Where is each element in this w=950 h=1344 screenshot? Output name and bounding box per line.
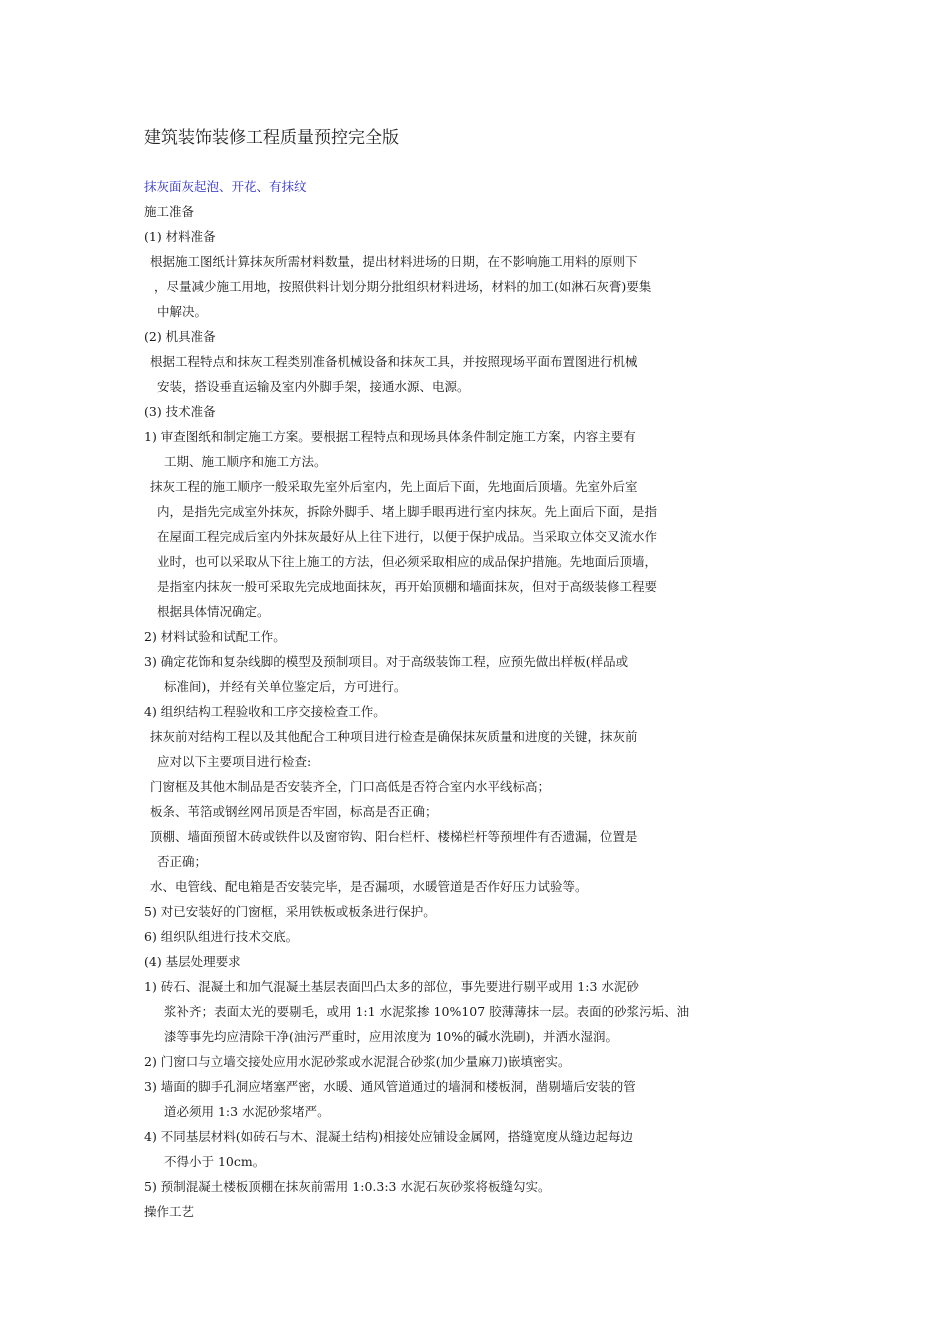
text-line: 否正确； bbox=[157, 854, 208, 869]
text-line: 根据工程特点和抹灰工程类别准备机械设备和抹灰工具，并按照现场平面布置图进行机械 bbox=[150, 354, 638, 369]
text-line: 在屋面工程完成后室内外抹灰最好从上往下进行，以便于保护成品。当采取立体交叉流水作 bbox=[157, 529, 658, 544]
list-item: 3) 墙面的脚手孔洞应堵塞严密，水暖、通风管道通过的墙洞和楼板洞，凿剔墙后安装的管 bbox=[144, 1079, 636, 1094]
text-line: 抹灰前对结构工程以及其他配合工种项目进行检查是确保抹灰质量和进度的关键，抹灰前 bbox=[150, 729, 638, 744]
text-line: 道必须用 1:3 水泥砂浆堵严。 bbox=[164, 1104, 330, 1119]
list-item: 4) 组织结构工程验收和工序交接检查工作。 bbox=[144, 704, 386, 719]
section-link[interactable]: 抹灰面灰起泡、开花、有抹纹 bbox=[144, 179, 307, 194]
list-item: 3) 确定花饰和复杂线脚的模型及预制项目。对于高级装饰工程，应预先做出样板(样品或 bbox=[144, 654, 629, 669]
list-item: 1) 审查图纸和制定施工方案。要根据工程特点和现场具体条件制定施工方案，内容主要有 bbox=[144, 429, 636, 444]
list-item: 5) 预制混凝土楼板顶棚在抹灰前需用 1:0.3:3 水泥石灰砂浆将板缝勾实。 bbox=[144, 1179, 551, 1194]
heading-construction-prep: 施工准备 bbox=[144, 204, 195, 219]
list-item: 1) 砖石、混凝土和加气混凝土基层表面凹凸太多的部位，事先要进行剔平或用 1:3 水泥砂 bbox=[144, 979, 639, 994]
text-line: 水、电管线、配电箱是否安装完毕，是否漏项，水暖管道是否作好压力试验等。 bbox=[150, 879, 588, 894]
list-item: 6) 组织队组进行技术交底。 bbox=[144, 929, 299, 944]
list-item: 4) 不同基层材料(如砖石与木、混凝土结构)相接处应铺设金属网，搭缝宽度从缝边起每边 bbox=[144, 1129, 634, 1144]
heading-technical-prep: (3) 技术准备 bbox=[144, 404, 216, 419]
text-line: 漆等事先均应清除干净(油污严重时，应用浓度为 10%的碱水洗刷)，并洒水湿润。 bbox=[164, 1029, 619, 1044]
text-line: 板条、苇箔或钢丝网吊顶是否牢固，标高是否正确； bbox=[150, 804, 438, 819]
list-item: 2) 材料试验和试配工作。 bbox=[144, 629, 286, 644]
text-line: 工期、施工顺序和施工方法。 bbox=[164, 454, 327, 469]
text-line: ，尽量减少施工用地，按照供料计划分期分批组织材料进场，材料的加工(如淋石灰膏)要集 bbox=[154, 279, 652, 294]
text-line: 顶棚、墙面预留木砖或铁件以及窗帘钩、阳台栏杆、楼梯栏杆等预埋件有否遗漏，位置是 bbox=[150, 829, 638, 844]
text-line: 中解决。 bbox=[157, 304, 208, 319]
text-line: 根据具体情况确定。 bbox=[157, 604, 270, 619]
text-line: 内，是指先完成室外抹灰，拆除外脚手、堵上脚手眼再进行室内抹灰。先上面后下面，是指 bbox=[157, 504, 658, 519]
heading-base-treatment: (4) 基层处理要求 bbox=[144, 954, 241, 969]
heading-equipment-prep: (2) 机具准备 bbox=[144, 329, 216, 344]
text-line: 根据施工图纸计算抹灰所需材料数量，提出材料进场的日期，在不影响施工用料的原则下 bbox=[150, 254, 638, 269]
heading-operation-process: 操作工艺 bbox=[144, 1204, 195, 1219]
text-line: 不得小于 10cm。 bbox=[164, 1154, 266, 1169]
text-line: 浆补齐；表面太光的要剔毛，或用 1:1 水泥浆掺 10%107 胶薄薄抹一层。表面的砂浆污垢、油 bbox=[164, 1004, 690, 1019]
heading-material-prep: (1) 材料准备 bbox=[144, 229, 216, 244]
document-title: 建筑装饰装修工程质量预控完全版 bbox=[144, 128, 399, 148]
text-line: 抹灰工程的施工顺序一般采取先室外后室内，先上面后下面，先地面后顶墙。先室外后室 bbox=[150, 479, 638, 494]
text-line: 业时，也可以采取从下往上施工的方法，但必须采取相应的成品保护措施。先地面后顶墙， bbox=[157, 554, 658, 569]
text-line: 标准间)，并经有关单位鉴定后，方可进行。 bbox=[164, 679, 407, 694]
text-line: 是指室内抹灰一般可采取先完成地面抹灰，再开始顶棚和墙面抹灰，但对于高级装修工程要 bbox=[157, 579, 658, 594]
text-line: 门窗框及其他木制品是否安装齐全，门口高低是否符合室内水平线标高； bbox=[150, 779, 551, 794]
text-line: 应对以下主要项目进行检查: bbox=[157, 754, 312, 769]
list-item: 5) 对已安装好的门窗框，采用铁板或板条进行保护。 bbox=[144, 904, 436, 919]
text-line: 安装，搭设垂直运输及室内外脚手架，接通水源、电源。 bbox=[157, 379, 470, 394]
list-item: 2) 门窗口与立墙交接处应用水泥砂浆或水泥混合砂浆(加少量麻刀)嵌填密实。 bbox=[144, 1054, 571, 1069]
